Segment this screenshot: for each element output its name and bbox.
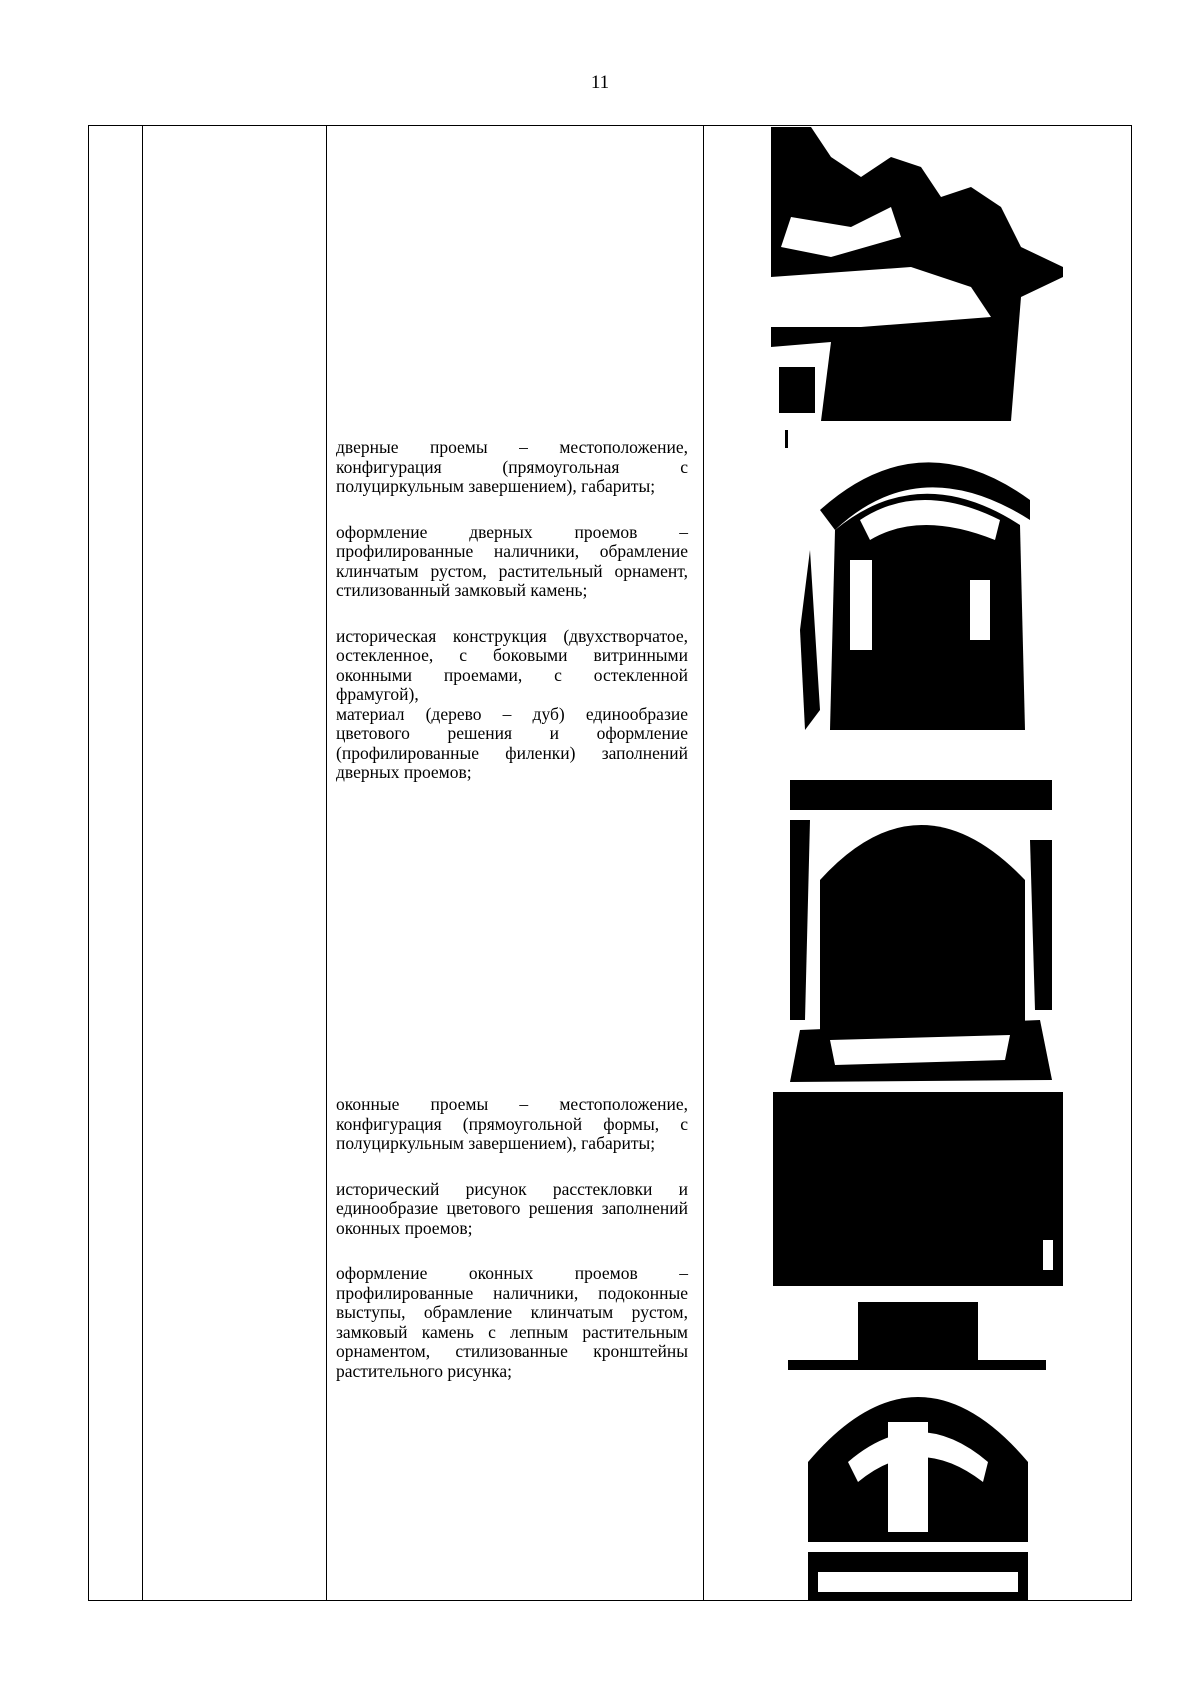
window-photo-icon: [773, 1090, 1063, 1286]
column-divider-3: [703, 126, 704, 1600]
door-portal-photo-icon: [790, 780, 1052, 1082]
windows-decoration-text: оформление оконных проемов – профилированные наличники, подоконные выступы, обрамление клинчатым рустом, замковый камень с лепным растительным орнаментом, стилизованные кронштейны растительного рисунка;: [336, 1263, 688, 1381]
doors-construction-text: историческая конструкция (двухстворчатое, остекленное, с боковыми витринными оконными проемами, с остекленной фрамугой),: [336, 625, 688, 704]
windows-description: [336, 1095, 688, 1407]
balcony-photo-icon: [771, 127, 1063, 421]
column-divider-1: [142, 126, 143, 1600]
doors-description: [336, 438, 688, 809]
arched-window-photo-icon: [788, 1302, 1046, 1600]
page-number: 11: [590, 72, 610, 93]
column-divider-2: [326, 126, 327, 1600]
windows-glazing-text: исторический рисунок расстекловки и единообразие цветового решения заполнений оконных проемов;: [336, 1178, 688, 1238]
doors-decoration-text: оформление дверных проемов – профилированные наличники, обрамление клинчатым рустом, растительный орнамент, стилизованный замковый камень;: [336, 521, 688, 600]
doors-material-text: материал (дерево – дуб) единообразие цветового решения и оформление (профилированные филенки) заполнений дверных проемов;: [336, 703, 688, 782]
doors-location-text: дверные проемы – местоположение, конфигурация (прямоугольная с полуциркульным завершением), габариты;: [336, 437, 688, 496]
arched-door-photo-icon: [780, 430, 1060, 740]
windows-location-text: оконные проемы – местоположение, конфигурация (прямоугольной формы, с полуциркульным завершением), габариты;: [336, 1094, 688, 1153]
